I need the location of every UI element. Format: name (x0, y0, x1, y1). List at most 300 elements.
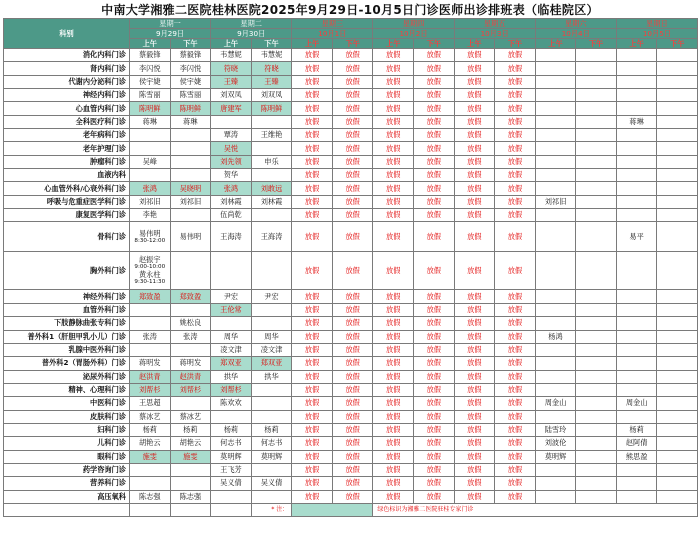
doctor-cell: 易伟明 (170, 222, 211, 252)
vacation-cell: 放假 (495, 383, 536, 396)
am-header: 上午 (373, 39, 414, 49)
vacation-cell: 放假 (413, 49, 454, 62)
dept-name: 血管外科门诊 (4, 303, 130, 316)
vacation-cell: 放假 (373, 75, 414, 88)
vacation-cell: 放假 (454, 195, 495, 208)
vacation-cell: 放假 (373, 423, 414, 436)
empty-cell (657, 423, 698, 436)
date-header: 9月30日 (211, 29, 292, 39)
vacation-cell: 放假 (454, 437, 495, 450)
vacation-cell: 放假 (292, 102, 333, 115)
vacation-cell: 放假 (454, 330, 495, 343)
doctor-cell: 王思超 (130, 397, 171, 410)
empty-cell (616, 182, 657, 195)
dept-name: 血液内科 (4, 169, 130, 182)
vacation-cell: 放假 (332, 89, 373, 102)
empty-cell (616, 195, 657, 208)
pm-header: 下午 (170, 39, 211, 49)
vacation-cell: 放假 (413, 397, 454, 410)
empty-cell (616, 330, 657, 343)
doctor-cell: 施雯 (130, 450, 171, 463)
empty-cell (576, 357, 617, 370)
doctor-cell: 刘祁旧 (130, 195, 171, 208)
page-title: 中南大学湘雅二医院桂林医院2025年9月29日-10月5日门诊医师出诊排班表（临桂院区） (101, 3, 599, 17)
empty-cell (535, 155, 576, 168)
am-header: 上午 (616, 39, 657, 49)
vacation-cell: 放假 (495, 252, 536, 290)
pm-header: 下午 (251, 39, 292, 49)
empty-cell (576, 115, 617, 128)
table-row (4, 317, 698, 330)
vacation-cell: 放假 (332, 463, 373, 476)
empty-cell (616, 410, 657, 423)
vacation-cell: 放假 (332, 49, 373, 62)
vacation-cell: 放假 (454, 490, 495, 503)
doctor-cell: 刘林霞 (251, 195, 292, 208)
vacation-cell: 放假 (495, 397, 536, 410)
empty-cell (657, 75, 698, 88)
vacation-cell: 放假 (292, 252, 333, 290)
empty-cell (616, 490, 657, 503)
empty-cell (616, 357, 657, 370)
vacation-cell: 放假 (332, 129, 373, 142)
dept-name: 代谢内分泌科门诊 (4, 75, 130, 88)
empty-cell (535, 343, 576, 356)
empty-cell (251, 317, 292, 330)
dept-name: 老年病科门诊 (4, 129, 130, 142)
weekday-header: 星期四 (373, 19, 454, 29)
vacation-cell: 放假 (454, 142, 495, 155)
pm-header: 下午 (657, 39, 698, 49)
empty-cell (616, 290, 657, 303)
empty-cell (657, 343, 698, 356)
empty-cell (130, 463, 171, 476)
vacation-cell: 放假 (332, 195, 373, 208)
empty-cell (576, 303, 617, 316)
vacation-cell: 放假 (495, 437, 536, 450)
table-row (4, 142, 698, 155)
empty-cell (657, 397, 698, 410)
doctor-cell: 胡艳云 (170, 437, 211, 450)
am-header: 上午 (292, 39, 333, 49)
vacation-cell: 放假 (413, 423, 454, 436)
empty-cell (251, 383, 292, 396)
vacation-cell: 放假 (413, 115, 454, 128)
empty-cell (170, 252, 211, 290)
table-row (4, 290, 698, 303)
vacation-cell: 放假 (292, 303, 333, 316)
weekday-header: 星期六 (535, 19, 616, 29)
vacation-cell: 放假 (495, 317, 536, 330)
empty-cell (576, 209, 617, 222)
doctor-cell: 胡艳云 (130, 437, 171, 450)
doctor-cell: 李闪悦 (170, 62, 211, 75)
empty-cell (657, 49, 698, 62)
empty-cell (616, 317, 657, 330)
empty-cell (616, 343, 657, 356)
empty-cell (130, 169, 171, 182)
vacation-cell: 放假 (454, 383, 495, 396)
empty-cell (657, 383, 698, 396)
legend-spacer (130, 503, 171, 516)
empty-cell (576, 155, 617, 168)
date-header: 9月29日 (130, 29, 211, 39)
vacation-cell: 放假 (373, 383, 414, 396)
empty-cell (576, 343, 617, 356)
empty-cell (535, 410, 576, 423)
doctor-cell: 刘祁旧 (170, 195, 211, 208)
doctor-cell: 郑双亚 (211, 357, 252, 370)
doctor-cell: 陈明鲜 (251, 102, 292, 115)
dept-name: 心血管内科门诊 (4, 102, 130, 115)
vacation-cell: 放假 (373, 252, 414, 290)
empty-cell (576, 49, 617, 62)
empty-cell (616, 209, 657, 222)
dept-name: 肾内科门诊 (4, 62, 130, 75)
vacation-cell: 放假 (292, 490, 333, 503)
vacation-cell: 放假 (373, 490, 414, 503)
doctor-cell: 姚松良 (170, 317, 211, 330)
vacation-cell: 放假 (413, 89, 454, 102)
vacation-cell: 放假 (332, 357, 373, 370)
vacation-cell: 放假 (454, 102, 495, 115)
empty-cell (657, 169, 698, 182)
empty-cell (616, 49, 657, 62)
empty-cell (535, 75, 576, 88)
doctor-cell: 唐建军 (211, 102, 252, 115)
vacation-cell: 放假 (332, 317, 373, 330)
doctor-cell: 陈志强 (130, 490, 171, 503)
doctor-cell: 刘祁旧 (535, 195, 576, 208)
dept-name: 老年护理门诊 (4, 142, 130, 155)
empty-cell (535, 490, 576, 503)
vacation-cell: 放假 (495, 410, 536, 423)
empty-cell (576, 142, 617, 155)
vacation-cell: 放假 (454, 397, 495, 410)
table-row (4, 155, 698, 168)
vacation-cell: 放假 (495, 129, 536, 142)
empty-cell (657, 102, 698, 115)
vacation-cell: 放假 (373, 477, 414, 490)
vacation-cell: 放假 (373, 370, 414, 383)
table-row (4, 357, 698, 370)
doctor-cell: 刘林霞 (211, 195, 252, 208)
pm-header: 下午 (332, 39, 373, 49)
vacation-cell: 放假 (495, 357, 536, 370)
empty-cell (657, 129, 698, 142)
vacation-cell: 放假 (413, 155, 454, 168)
empty-cell (657, 410, 698, 423)
vacation-cell: 放假 (373, 330, 414, 343)
empty-cell (535, 370, 576, 383)
vacation-cell: 放假 (332, 115, 373, 128)
vacation-cell: 放假 (332, 410, 373, 423)
vacation-cell: 放假 (454, 182, 495, 195)
doctor-cell: 杨鸿 (535, 330, 576, 343)
table-row (4, 195, 698, 208)
dept-name: 神经外科门诊 (4, 290, 130, 303)
doctor-cell: 刘帮杉 (211, 383, 252, 396)
vacation-cell: 放假 (332, 169, 373, 182)
vacation-cell: 放假 (373, 463, 414, 476)
vacation-cell: 放假 (332, 343, 373, 356)
legend-note: * 注： (251, 503, 292, 516)
doctor-cell: 刘帮杉 (170, 383, 211, 396)
vacation-cell: 放假 (413, 303, 454, 316)
legend-spacer (211, 503, 252, 516)
vacation-cell: 放假 (373, 155, 414, 168)
empty-cell (576, 370, 617, 383)
doctor-cell: 蒋琳 (616, 115, 657, 128)
vacation-cell: 放假 (495, 209, 536, 222)
vacation-cell: 放假 (454, 129, 495, 142)
doctor-cell: 张涛 (170, 330, 211, 343)
empty-cell (535, 115, 576, 128)
doctor-cell: 杨莉 (130, 423, 171, 436)
dept-name: 胸外科门诊 (4, 252, 130, 290)
empty-cell (616, 75, 657, 88)
empty-cell (535, 383, 576, 396)
doctor-cell: 郑双亚 (251, 357, 292, 370)
vacation-cell: 放假 (332, 252, 373, 290)
table-row (4, 397, 698, 410)
vacation-cell: 放假 (292, 397, 333, 410)
empty-cell (576, 62, 617, 75)
doctor-cell: 蒋明发 (130, 357, 171, 370)
doctor-cell: 易平 (616, 222, 657, 252)
dept-column-header: 科别 (4, 19, 130, 49)
empty-cell (535, 209, 576, 222)
doctor-cell: 陈明鲜 (130, 102, 171, 115)
doctor-cell: 王海涛 (211, 222, 252, 252)
empty-cell (576, 330, 617, 343)
doctor-cell: 何志书 (211, 437, 252, 450)
vacation-cell: 放假 (332, 423, 373, 436)
session-time: 9:30-11:30 (134, 278, 166, 285)
dept-name: 乳腺中医外科门诊 (4, 343, 130, 356)
empty-cell (576, 129, 617, 142)
doctor-cell: 王臻 (251, 75, 292, 88)
vacation-cell: 放假 (495, 370, 536, 383)
doctor-cell: 吴晓明 (170, 182, 211, 195)
vacation-cell: 放假 (454, 115, 495, 128)
doctor-cell: 张鸿 (211, 182, 252, 195)
session-time: 9:00-10:00 (134, 264, 166, 271)
empty-cell (170, 397, 211, 410)
table-row (4, 490, 698, 503)
vacation-cell: 放假 (373, 357, 414, 370)
empty-cell (170, 155, 211, 168)
vacation-cell: 放假 (454, 477, 495, 490)
doctor-cell: 周华 (211, 330, 252, 343)
vacation-cell: 放假 (292, 155, 333, 168)
vacation-cell: 放假 (454, 222, 495, 252)
table-row (4, 477, 698, 490)
vacation-cell: 放假 (495, 75, 536, 88)
vacation-cell: 放假 (332, 142, 373, 155)
vacation-cell: 放假 (373, 182, 414, 195)
doctor-cell: 蒋琳 (130, 115, 171, 128)
vacation-cell: 放假 (495, 477, 536, 490)
doctor-cell: 蔡毅锋 (130, 49, 171, 62)
vacation-cell: 放假 (454, 423, 495, 436)
vacation-cell: 放假 (454, 252, 495, 290)
vacation-cell: 放假 (292, 195, 333, 208)
vacation-cell: 放假 (413, 437, 454, 450)
empty-cell (657, 62, 698, 75)
empty-cell (251, 252, 292, 290)
empty-cell (657, 195, 698, 208)
dept-name: 康复医学科门诊 (4, 209, 130, 222)
vacation-cell: 放假 (332, 62, 373, 75)
date-header: 10月5日 (616, 29, 697, 39)
vacation-cell: 放假 (332, 155, 373, 168)
vacation-cell: 放假 (495, 155, 536, 168)
empty-cell (535, 222, 576, 252)
dept-name: 儿科门诊 (4, 437, 130, 450)
empty-cell (576, 397, 617, 410)
doctor-cell: 吴悦 (211, 142, 252, 155)
empty-cell (130, 303, 171, 316)
vacation-cell: 放假 (373, 115, 414, 128)
vacation-cell: 放假 (495, 62, 536, 75)
doctor-cell: 刘先领 (211, 155, 252, 168)
doctor-cell: 凌文津 (211, 343, 252, 356)
doctor-cell: 伍尚乾 (211, 209, 252, 222)
empty-cell (657, 155, 698, 168)
empty-cell (576, 169, 617, 182)
doctor-cell: 拱华 (251, 370, 292, 383)
doctor-cell: 陈明鲜 (170, 102, 211, 115)
vacation-cell: 放假 (292, 209, 333, 222)
legend-spacer (4, 503, 130, 516)
dept-name: 泌尿外科门诊 (4, 370, 130, 383)
doctor-cell: 李闪悦 (130, 62, 171, 75)
doctor-cell: 陈雪丽 (130, 89, 171, 102)
empty-cell (576, 317, 617, 330)
empty-cell (576, 75, 617, 88)
empty-cell (657, 252, 698, 290)
empty-cell (616, 129, 657, 142)
vacation-cell: 放假 (413, 222, 454, 252)
vacation-cell: 放假 (413, 182, 454, 195)
empty-cell (576, 463, 617, 476)
weekday-header: 星期三 (292, 19, 373, 29)
table-row (4, 450, 698, 463)
vacation-cell: 放假 (373, 62, 414, 75)
vacation-cell: 放假 (413, 252, 454, 290)
empty-cell (616, 102, 657, 115)
empty-cell (616, 169, 657, 182)
vacation-cell: 放假 (454, 290, 495, 303)
vacation-cell: 放假 (373, 290, 414, 303)
doctor-cell: 陈欢欢 (211, 397, 252, 410)
vacation-cell: 放假 (292, 115, 333, 128)
am-header: 上午 (130, 39, 171, 49)
empty-cell (170, 477, 211, 490)
table-row (4, 49, 698, 62)
table-row (4, 129, 698, 142)
vacation-cell: 放假 (454, 303, 495, 316)
vacation-cell: 放假 (332, 490, 373, 503)
empty-cell (657, 450, 698, 463)
vacation-cell: 放假 (495, 222, 536, 252)
empty-cell (657, 115, 698, 128)
vacation-cell: 放假 (292, 89, 333, 102)
empty-cell (535, 102, 576, 115)
table-row (4, 115, 698, 128)
doctor-cell: 杨莉 (251, 423, 292, 436)
doctor-cell: 韦慧妮 (211, 49, 252, 62)
empty-cell (535, 142, 576, 155)
legend-swatch (292, 503, 373, 516)
empty-cell (251, 209, 292, 222)
empty-cell (576, 477, 617, 490)
vacation-cell: 放假 (454, 155, 495, 168)
vacation-cell: 放假 (495, 290, 536, 303)
vacation-cell: 放假 (373, 343, 414, 356)
vacation-cell: 放假 (332, 222, 373, 252)
empty-cell (170, 209, 211, 222)
empty-cell (657, 89, 698, 102)
empty-cell (576, 383, 617, 396)
weekday-header: 星期二 (211, 19, 292, 29)
vacation-cell: 放假 (373, 410, 414, 423)
doctor-cell: 尹宏 (251, 290, 292, 303)
doctor-cell: 刘波伦 (535, 437, 576, 450)
vacation-cell: 放假 (454, 89, 495, 102)
doctor-cell: 吴峰 (130, 155, 171, 168)
vacation-cell: 放假 (292, 410, 333, 423)
vacation-cell: 放假 (495, 303, 536, 316)
doctor-cell: 蔡冰艺 (130, 410, 171, 423)
session-time: 8:30-12:00 (134, 237, 166, 244)
pm-header: 下午 (576, 39, 617, 49)
am-header: 上午 (454, 39, 495, 49)
vacation-cell: 放假 (332, 477, 373, 490)
vacation-cell: 放假 (413, 343, 454, 356)
dept-name: 皮肤科门诊 (4, 410, 130, 423)
empty-cell (535, 182, 576, 195)
vacation-cell: 放假 (332, 75, 373, 88)
empty-cell (616, 62, 657, 75)
vacation-cell: 放假 (292, 437, 333, 450)
doctor-cell: 赵洪青 (130, 370, 171, 383)
dept-name: 营养科门诊 (4, 477, 130, 490)
doctor-cell: 周金山 (535, 397, 576, 410)
empty-cell (576, 252, 617, 290)
vacation-cell: 放假 (495, 330, 536, 343)
doctor-cell: 王海涛 (251, 222, 292, 252)
doctor-cell: 莫明辉 (535, 450, 576, 463)
empty-cell (576, 222, 617, 252)
empty-cell (211, 252, 252, 290)
vacation-cell: 放假 (495, 169, 536, 182)
empty-cell (535, 252, 576, 290)
table-row (4, 463, 698, 476)
vacation-cell: 放假 (495, 463, 536, 476)
vacation-cell: 放假 (454, 209, 495, 222)
empty-cell (170, 129, 211, 142)
empty-cell (657, 463, 698, 476)
empty-cell (535, 303, 576, 316)
empty-cell (535, 169, 576, 182)
dept-name: 药学咨询门诊 (4, 463, 130, 476)
empty-cell (616, 463, 657, 476)
schedule-table (3, 18, 698, 517)
doctor-cell: 王维艳 (251, 129, 292, 142)
vacation-cell: 放假 (373, 49, 414, 62)
